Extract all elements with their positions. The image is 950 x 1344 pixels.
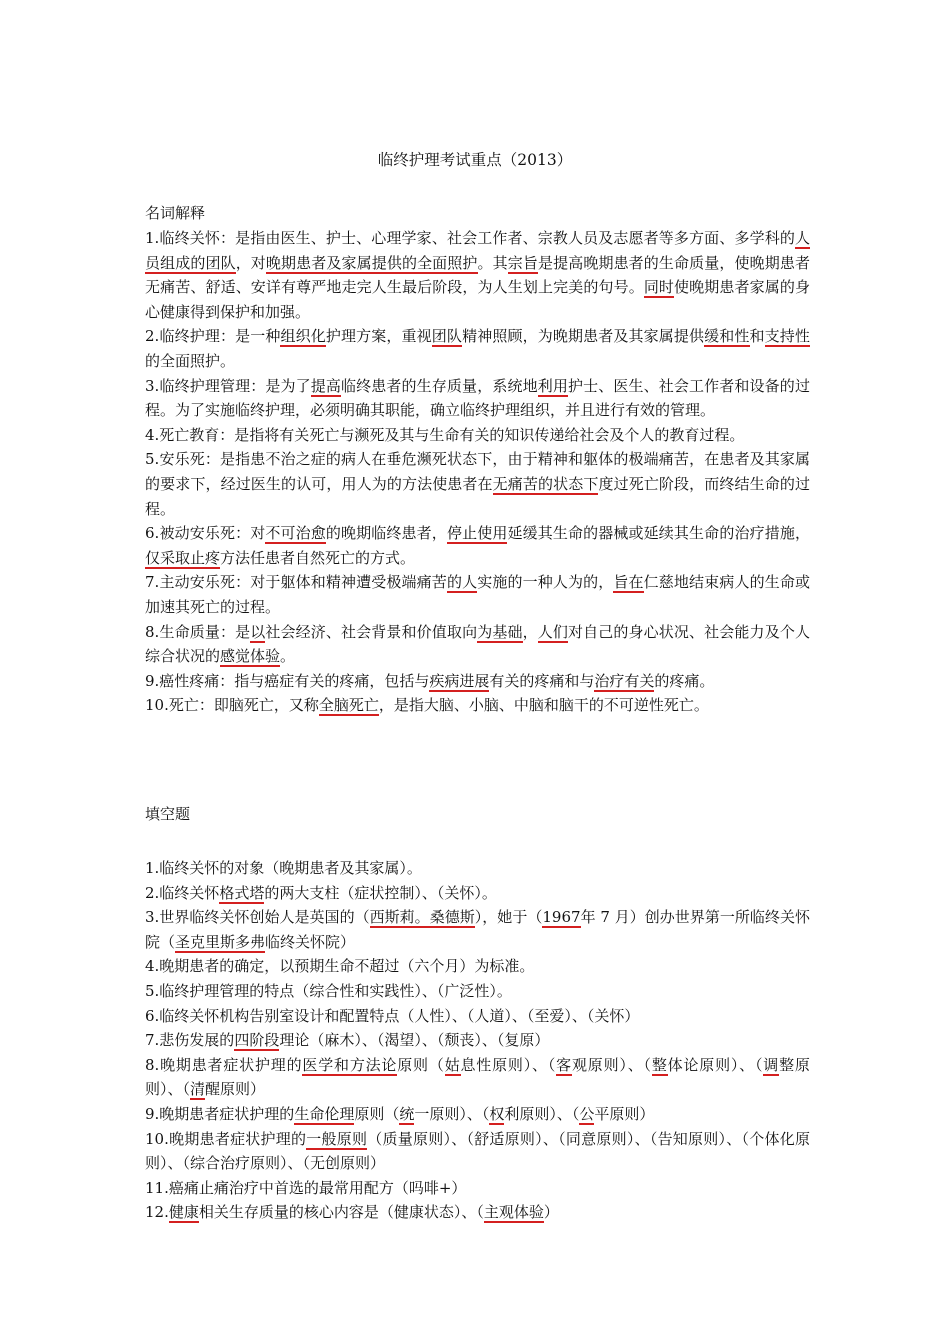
text-run: 11.癌痛止痛治疗中首选的最常用配方（吗啡+）: [145, 1178, 467, 1197]
definition-item: [145, 570, 810, 619]
definition-item: [145, 521, 810, 570]
text-run: 5.安乐死：是指患不治之症的病人在垂危濒死状态下，由于精神和躯体的极端痛苦，在患者及其家属的要求下，经过医生的认可，用人为的方法使患者在: [145, 450, 810, 493]
text-run: 整原则）、（: [145, 1055, 810, 1099]
text-run: 平原则）: [594, 1104, 655, 1123]
text-run: 10.死亡：即脑死亡，又称: [145, 696, 319, 715]
text-run: 9.晚期患者症状护理的: [145, 1104, 295, 1123]
underlined-text: 提高: [310, 376, 342, 395]
text-run: ）: [543, 1203, 559, 1222]
underlined-text: 感觉体验: [220, 647, 281, 666]
underlined-text: 四阶段: [234, 1031, 280, 1050]
text-run: 临终患者的生存质量，系统地: [341, 376, 538, 395]
text-run: 原则（: [354, 1104, 400, 1123]
text-run: 3.世界临终关怀创始人是英国的（: [145, 908, 370, 927]
text-run: 2.临终关怀: [145, 883, 220, 902]
text-run: 1.临终关怀：是指由医生、护士、心理学家、社会工作者、宗教人员及志愿者等多方面、多学科的: [145, 229, 795, 247]
underlined-text: 圣克里斯多弗: [175, 932, 266, 951]
underlined-text: 全脑死亡: [318, 696, 379, 715]
underlined-text: 以: [250, 622, 266, 641]
text-run: 理论（麻木）、（渴望）、（颓丧）、（复原）: [279, 1031, 550, 1050]
document-title: 临终护理考试重点（2013）: [377, 151, 573, 169]
text-run: 1.临终关怀的对象（晚期患者及其家属）。: [145, 859, 422, 877]
definition-item: [145, 620, 810, 669]
text-run: 观原则）、（: [571, 1055, 652, 1074]
underlined-text: 支持性: [764, 327, 810, 346]
fill-in-item: [145, 1102, 810, 1127]
fill-in-item: [145, 979, 810, 1004]
underlined-text: 利用: [537, 376, 568, 395]
text-run: 利原则）、（: [504, 1104, 580, 1123]
fill-in-item: [145, 1176, 810, 1201]
underlined-text: 人员组成的团队: [145, 229, 810, 272]
underlined-text: 的人: [446, 573, 478, 592]
fill-in-item: [145, 1004, 810, 1029]
text-run: 。: [280, 647, 296, 666]
text-run: 实施的一种人为的，: [477, 573, 614, 592]
text-run: 10.晚期患者症状护理的: [145, 1129, 307, 1148]
definition-item: [145, 423, 810, 448]
text-run: 6.临终关怀机构告别室设计和配置特点（人性）、（人道）、（至爱）、（关怀）: [145, 1006, 640, 1025]
text-run: 延缓其生命的器械或延续其生命的治疗措施，: [507, 524, 810, 543]
text-run: 4.死亡教育：是指将有关死亡与濒死及其与生命有关的知识传递给社会及个人的教育过程。: [145, 425, 745, 444]
underlined-text: 不可治愈: [265, 524, 326, 543]
underlined-text: 主观体验: [483, 1203, 544, 1222]
text-run: （质量原则）、（舒适原则）、（同意原则）、（告知原则）、（个体化原则）、（综合治疗原则）、（无创原则）: [145, 1129, 810, 1173]
text-run: 原则（: [397, 1055, 445, 1074]
section-heading-definitions: 名词解释: [145, 204, 206, 222]
text-run: 方法任患者自然死亡的方式。: [220, 548, 416, 567]
underlined-text: 宗旨: [507, 253, 538, 272]
underlined-text: 晚期患者及家属提供的全面照护: [265, 253, 478, 272]
underlined-text: 人们: [537, 622, 568, 641]
underlined-text: 生命伦理: [294, 1104, 355, 1123]
fill-in-list: [145, 856, 810, 1225]
text-run: 的全面照护。: [145, 351, 236, 370]
text-run: 的晚期临终患者，: [325, 524, 447, 543]
text-run: 体论原则）、（: [667, 1055, 764, 1074]
text-run: 的疼痛。: [654, 671, 715, 690]
text-run: 相关生存质量的核心内容是（健康状态）、（: [198, 1203, 484, 1222]
definition-item: [145, 447, 810, 521]
text-run: 的两大支柱（症状控制）、（关怀）。: [264, 883, 497, 902]
underlined-text: 姑: [444, 1055, 461, 1074]
underlined-text: 健康: [168, 1203, 199, 1222]
definition-item: [145, 324, 810, 373]
definitions-list: [145, 226, 810, 718]
definition-item: [145, 374, 810, 423]
text-run: 8.生命质量：是: [145, 622, 251, 641]
text-run: ），她于（: [474, 908, 543, 927]
underlined-text: 1967: [542, 908, 581, 927]
fill-in-item: [145, 1200, 810, 1225]
underlined-text: 医学和方法论: [302, 1055, 398, 1074]
definition-item: [145, 669, 810, 694]
text-run: ，: [522, 622, 538, 641]
underlined-text: 治疗有关: [594, 671, 655, 690]
text-run: 社会经济、社会背景和价值取向: [265, 622, 478, 641]
text-run: 和: [749, 327, 765, 346]
text-run: 2.临终护理：是一种: [145, 327, 281, 346]
underlined-text: 清: [190, 1080, 206, 1099]
underlined-text: 统: [399, 1104, 415, 1123]
text-run: 有关的疼痛和与: [489, 671, 595, 690]
text-run: 仁慈地结束病人的生命或加速其死亡的过程。: [145, 573, 810, 616]
text-run: 5.临终护理管理的特点（综合性和实践性）、（广泛性）。: [145, 981, 512, 1000]
text-run: 息性原则）、（: [460, 1055, 557, 1074]
underlined-text: 调: [763, 1055, 780, 1074]
text-run: 醒原则）: [205, 1080, 266, 1099]
underlined-text: 整: [651, 1055, 668, 1074]
underlined-text: 西斯莉。桑德斯: [369, 908, 475, 927]
text-run: 。其: [477, 253, 508, 272]
fill-in-item: [145, 1028, 810, 1053]
underlined-text: 疾病进展: [429, 671, 490, 690]
text-run: 护士、医生、社会工作者和设备的过程。为了实施临终护理，必须明确其职能，确立临终护理组织，并且进行有效的管理。: [145, 376, 810, 420]
text-run: 对自己的身心状况、社会能力及个人综合状况的: [145, 622, 810, 666]
underlined-text: 团队: [431, 327, 463, 346]
text-run: 临终关怀院）: [265, 932, 356, 951]
text-run: 度过死亡阶段，而终结生命的过程。: [145, 474, 810, 518]
underlined-text: 为基础: [477, 622, 523, 641]
underlined-text: 同时: [643, 278, 675, 297]
text-run: 护理方案，重视: [325, 327, 432, 346]
definition-item: [145, 226, 810, 324]
underlined-text: 旨在: [613, 573, 644, 592]
fill-in-item: [145, 954, 810, 979]
text-run: 7.悲伤发展的: [145, 1031, 235, 1050]
text-run: 8.晚期患者症状护理的: [145, 1055, 303, 1074]
text-run: 3.临终护理管理：是为了: [145, 376, 311, 395]
fill-in-item: [145, 905, 810, 954]
fill-in-item: [145, 856, 810, 881]
text-run: 使晚期患者家属的身心健康得到保护和加强。: [145, 278, 810, 321]
underlined-text: 组织化: [280, 327, 326, 346]
underlined-text: 一般原则: [306, 1129, 368, 1148]
text-run: 一原则）、（: [414, 1104, 490, 1123]
text-run: 是提高晚期患者的生命质量，使晚期患者无痛苦、舒适、安详有尊严地走完人生最后阶段，为人生划上完美的句号。: [145, 253, 810, 297]
definition-item: [145, 693, 810, 718]
underlined-text: 客: [556, 1055, 572, 1074]
fill-in-item: [145, 881, 810, 906]
text-run: 4.晚期患者的确定，以预期生命不超过（六个月）为标准。: [145, 957, 535, 976]
text-run: 年 7 月）创办世界第一所临终关怀院（: [145, 908, 810, 951]
text-run: ，是指大脑、小脑、中脑和脑干的不可逆性死亡。: [378, 696, 709, 715]
text-run: 9.癌性疼痛：指与癌症有关的疼痛，包括与: [145, 671, 430, 690]
underlined-text: 无痛苦的状态下: [492, 474, 599, 493]
text-run: 7.主动安乐死：对于躯体和精神遭受极端痛苦: [145, 573, 447, 592]
fill-in-item: [145, 1053, 810, 1102]
underlined-text: 格式塔: [219, 883, 265, 902]
text-run: 精神照顾，为晚期患者及其家属提供: [462, 327, 705, 346]
fill-in-item: [145, 1127, 810, 1176]
text-run: 6.被动安乐死：对: [145, 524, 266, 543]
section-heading-fill-in: 填空题: [145, 805, 191, 823]
underlined-text: 缓和性: [704, 327, 750, 346]
underlined-text: 权: [489, 1104, 505, 1123]
underlined-text: 仅采取止疼: [145, 548, 221, 567]
text-run: 12.: [145, 1203, 169, 1222]
underlined-text: 公: [579, 1104, 595, 1123]
underlined-text: 停止使用: [446, 524, 508, 543]
text-run: ，对: [235, 253, 266, 272]
